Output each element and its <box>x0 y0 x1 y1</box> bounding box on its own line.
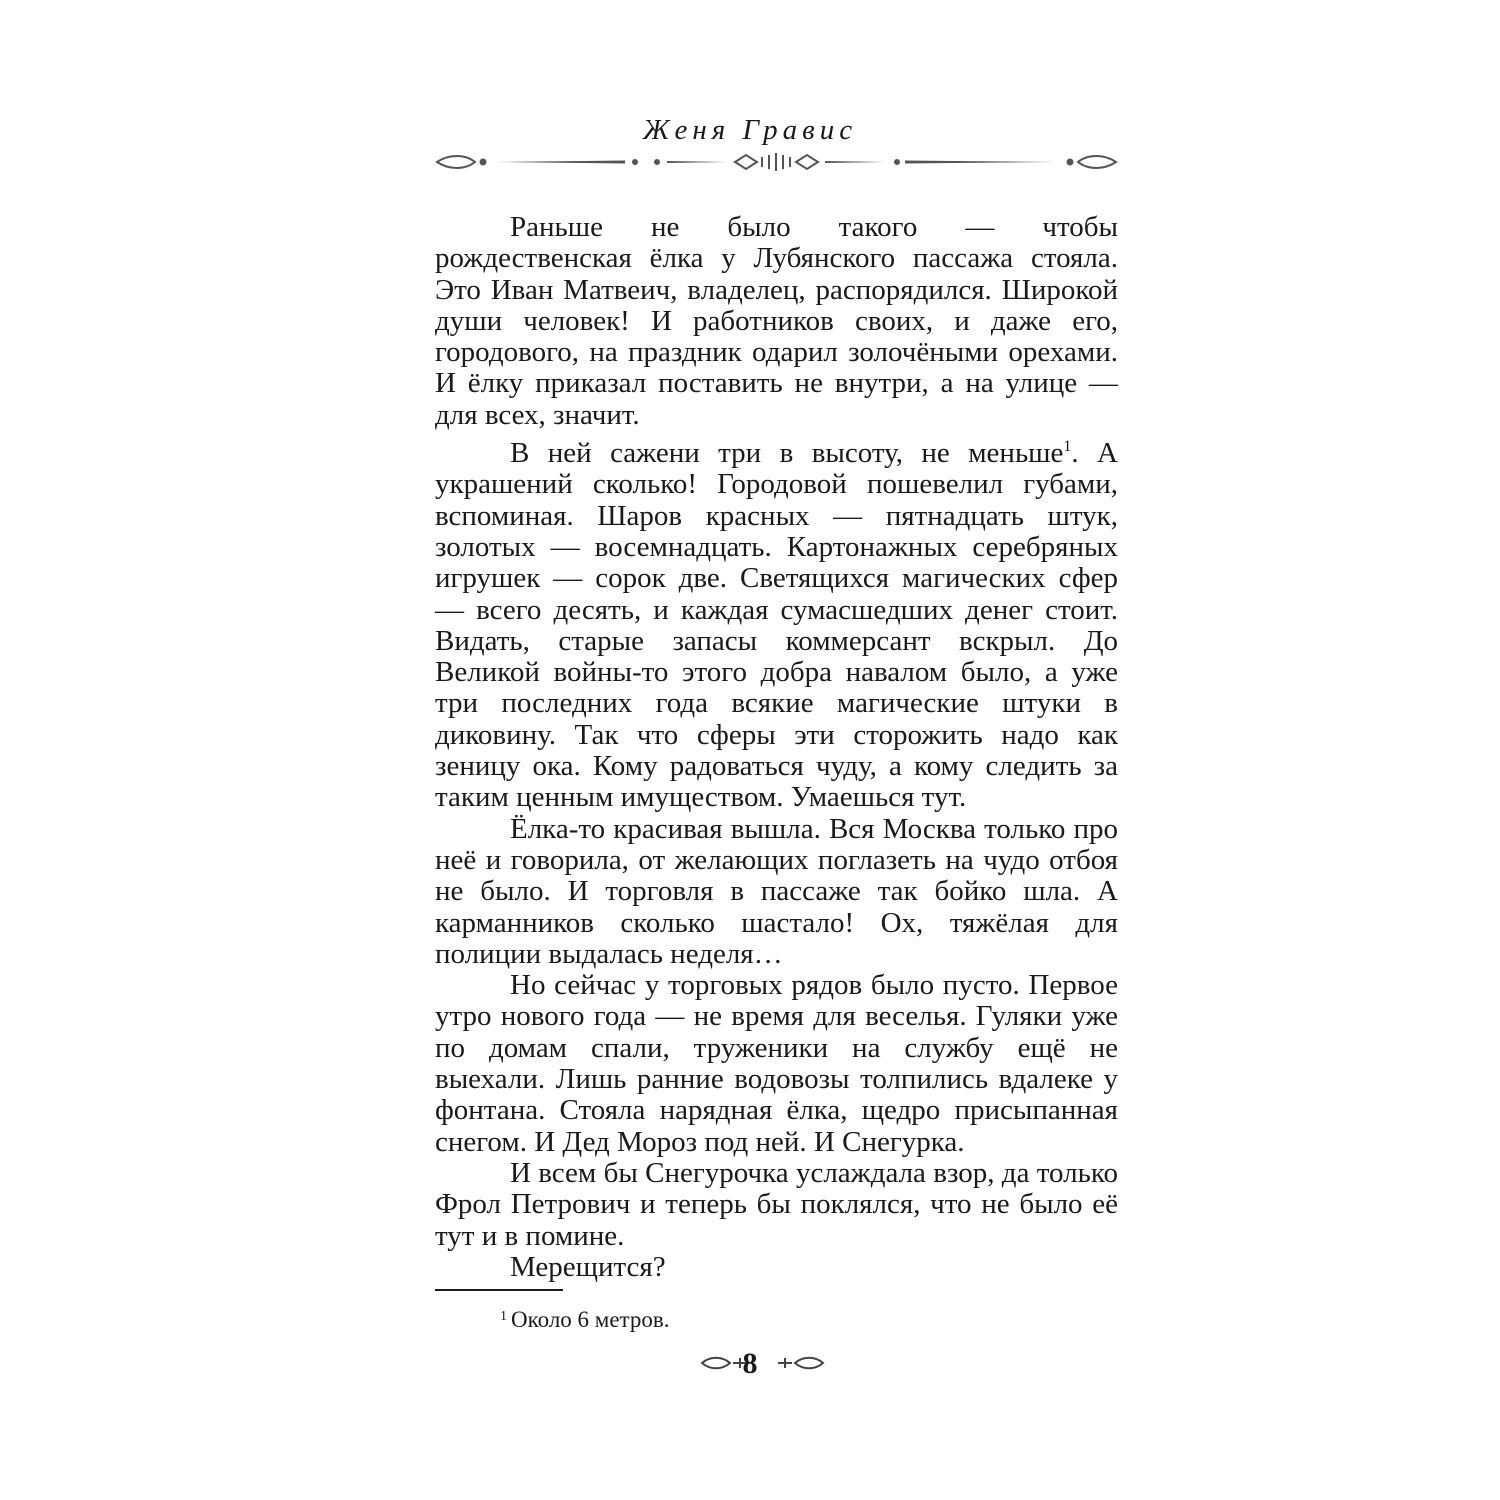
header-ornament-rule <box>435 151 1118 173</box>
paragraph-with-footnote <box>435 431 1118 814</box>
paragraph-text-before: В ней сажени три в высоту, не меньше <box>510 437 1064 470</box>
page-number-right-ornament <box>775 1353 825 1373</box>
running-header-author: Женя Гравис <box>642 114 858 146</box>
paragraph: И всем бы Снегурочка услаждала взор, да только Фрол Петрович и теперь бы поклялся, что не было её тут и в помине. <box>435 1156 1118 1252</box>
page-number-block <box>0 1345 1500 1385</box>
footnote-reference: 1 <box>1063 438 1072 456</box>
paragraph-text-after: . А украшений сколько! Городовой пошевелил губами, вспоминая. Шаров красных — пятнадцать штук, золотых — восемнадцать. Картонажных серебряных игрушек — сорок две. Светящихся магических сфер — всего десять, и каждая сумасшедших денег стоит. Видать, старые запасы коммерсант вскрыл. До Великой войны-то этого добра навалом было, а уже три последних года всякие магические штуки в диковину. Так что сферы эти сторожить надо как зеницу ока. Кому радоваться чуду, а кому следить за таким ценным имуществом. Умаешься тут. <box>435 437 1118 814</box>
footnote <box>500 1303 670 1334</box>
footnote-text: Около 6 метров. <box>511 1307 670 1332</box>
footnote-number: 1 <box>500 1309 507 1324</box>
paragraph: Раньше не было такого — чтобы рождественская ёлка у Лубянского пассажа стояла. Это Иван Матвеич, владелец, распорядился. Широкой души человек! И работников своих, и даже его, городового, на праздник одарил золочёными орехами. И ёлку приказал поставить не внутри, а на улице — для всех, значит. <box>435 211 1118 431</box>
main-text <box>435 212 1118 1283</box>
footnote-separator <box>435 1289 563 1291</box>
paragraph: Но сейчас у торговых рядов было пусто. Первое утро нового года — не время для веселья. Гуляки уже по домам спали, труженики на службу ещё не выехали. Лишь ранние водовозы толпились вдалеке у фонтана. Стояла нарядная ёлка, щедро присыпанная снегом. И Дед Мороз под ней. И Снегурка. <box>435 969 1118 1158</box>
page-number: 8 <box>742 1347 758 1380</box>
paragraph: Мерещится? <box>510 1250 666 1283</box>
paragraph: Ёлка-то красивая вышла. Вся Москва только про неё и говорила, от желающих поглазеть на чудо отбоя не было. И торговля в пассаже так бойко шла. А карманников сколько шастало! Ох, тяжёлая для полиции выдалась неделя… <box>435 812 1118 970</box>
